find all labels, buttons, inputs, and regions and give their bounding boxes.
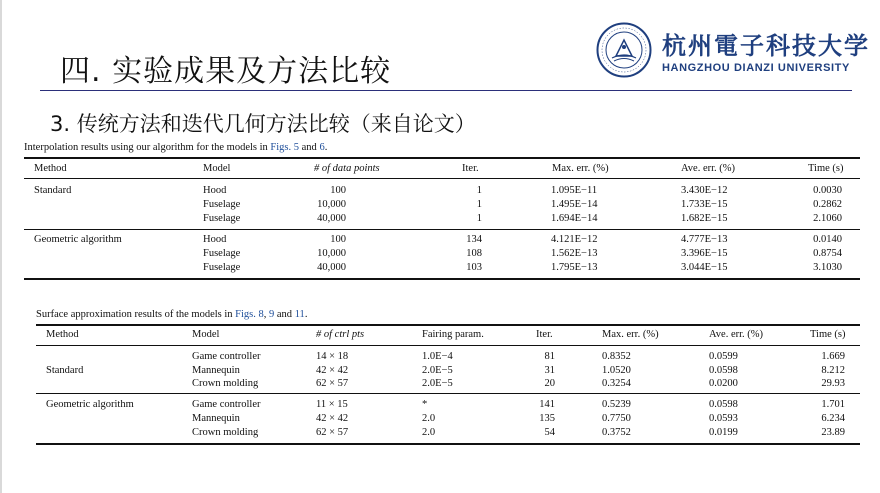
table1-points-cell: 100 <box>330 234 346 245</box>
table2-fairing-cell: 2.0 <box>422 427 436 438</box>
table1-header-method: Method <box>34 163 67 174</box>
table2-ave-err-cell: 0.0593 <box>709 413 738 424</box>
table1-time-cell: 3.1030 <box>813 262 842 273</box>
table1-points-cell: 100 <box>330 185 346 196</box>
table1-group-rule <box>24 229 860 230</box>
table1-max-err-cell: 1.495E−14 <box>551 199 598 210</box>
table2-model-cell: Game controller <box>192 399 261 410</box>
table2-ctrl-cell: 11 × 15 <box>316 399 348 410</box>
table1-time-cell: 0.2862 <box>813 199 842 210</box>
table1-time-cell: 0.0030 <box>813 185 842 196</box>
table2-time-cell: 29.93 <box>821 378 845 389</box>
table1-model-cell: Fuselage <box>203 213 241 224</box>
table1-ave-err-cell: 4.777E−13 <box>681 234 728 245</box>
table2-top-rule <box>36 324 860 326</box>
table2-fairing-cell: 2.0E−5 <box>422 365 453 376</box>
table1-header-points: # of data points <box>314 163 380 174</box>
university-logo <box>596 22 870 82</box>
table2-ctrl-cell: 62 × 57 <box>316 427 349 438</box>
table2-ctrl-cell: 42 × 42 <box>316 365 349 376</box>
table2-max-err-cell: 1.0520 <box>602 365 631 376</box>
table2-group-rule <box>36 393 860 394</box>
table2-iter-cell: 54 <box>544 427 555 438</box>
table1-iter-cell: 1 <box>476 185 482 196</box>
table1-ave-err-cell: 3.430E−12 <box>681 185 728 196</box>
table2-model-cell: Game controller <box>192 351 261 362</box>
table1-header-max-err: Max. err. (%) <box>552 163 609 174</box>
table1-points-cell: 10,000 <box>317 248 346 259</box>
table1-iter-cell: 1 <box>476 213 482 224</box>
table1-max-err-cell: 1.095E−11 <box>551 185 598 196</box>
table1-ave-err-cell: 1.682E−15 <box>681 213 728 224</box>
table2-fairing-cell: 2.0 <box>422 413 436 424</box>
table2-ave-err-cell: 0.0598 <box>709 399 738 410</box>
table2-time-cell: 6.234 <box>821 413 845 424</box>
table2-header-time: Time (s) <box>810 329 846 340</box>
university-seal-icon <box>596 22 652 78</box>
figure-link[interactable]: Figs. 8 <box>235 309 264 320</box>
table1-model-cell: Hood <box>203 185 227 196</box>
table2-header-model: Model <box>192 329 220 340</box>
table1-iter-cell: 103 <box>466 262 482 273</box>
table2-header-ctrl: # of ctrl pts <box>316 329 365 340</box>
table1-caption: Interpolation results using our algorithm for the models in Figs. 5 and 6. <box>24 142 328 153</box>
table1-points-cell: 40,000 <box>317 262 346 273</box>
table1-time-cell: 0.0140 <box>813 234 842 245</box>
table2-bottom-rule <box>36 443 860 445</box>
table2-header-fairing: Fairing param. <box>422 329 484 340</box>
table1-max-err-cell: 1.795E−13 <box>551 262 598 273</box>
table2-max-err-cell: 0.3752 <box>602 427 631 438</box>
university-name-chinese: 杭州電子科技大学 <box>662 31 870 60</box>
header-divider <box>40 90 852 91</box>
table1-model-cell: Fuselage <box>203 199 241 210</box>
table1-model-cell: Fuselage <box>203 262 241 273</box>
table2-ctrl-cell: 14 × 18 <box>316 351 349 362</box>
table2-header-iter: Iter. <box>536 329 553 340</box>
table2-iter-cell: 31 <box>544 365 555 376</box>
table2-iter-cell: 141 <box>539 399 555 410</box>
table2-method-cell: Standard <box>46 365 84 376</box>
slide-subtitle: 3. 传统方法和迭代几何方法比较（来自论文） <box>50 112 476 136</box>
table1-model-cell: Fuselage <box>203 248 241 259</box>
table2-time-cell: 8.212 <box>821 365 845 376</box>
table1-iter-cell: 1 <box>476 199 482 210</box>
table1-max-err-cell: 1.694E−14 <box>551 213 598 224</box>
table1-ave-err-cell: 1.733E−15 <box>681 199 728 210</box>
table2-time-cell: 1.701 <box>821 399 845 410</box>
table1-points-cell: 40,000 <box>317 213 346 224</box>
table2-ave-err-cell: 0.0200 <box>709 378 738 389</box>
figure-link[interactable]: 11 <box>294 309 305 320</box>
table2-fairing-cell: 1.0E−4 <box>422 351 453 362</box>
table1-header-rule <box>24 178 860 179</box>
figure-link[interactable]: 6 <box>319 142 325 153</box>
table1-ave-err-cell: 3.396E−15 <box>681 248 728 259</box>
table1-time-cell: 0.8754 <box>813 248 842 259</box>
table2-ctrl-cell: 62 × 57 <box>316 378 349 389</box>
table1-max-err-cell: 1.562E−13 <box>551 248 598 259</box>
table1-ave-err-cell: 3.044E−15 <box>681 262 728 273</box>
table2-iter-cell: 20 <box>544 378 555 389</box>
table2-fairing-cell: 2.0E−5 <box>422 378 453 389</box>
table2-max-err-cell: 0.8352 <box>602 351 631 362</box>
table2-fairing-cell: * <box>422 399 428 410</box>
table1-points-cell: 10,000 <box>317 199 346 210</box>
table2-time-cell: 1.669 <box>821 351 845 362</box>
table2-time-cell: 23.89 <box>821 427 845 438</box>
table2-max-err-cell: 0.5239 <box>602 399 631 410</box>
table1-method-cell: Geometric algorithm <box>34 234 122 245</box>
table2-max-err-cell: 0.7750 <box>602 413 631 424</box>
table2-method-cell: Geometric algorithm <box>46 399 134 410</box>
table1-time-cell: 2.1060 <box>813 213 842 224</box>
table1-top-rule <box>24 157 860 159</box>
table2-header-method: Method <box>46 329 79 340</box>
table2-model-cell: Crown molding <box>192 378 259 389</box>
table2-ave-err-cell: 0.0598 <box>709 365 738 376</box>
table1-header-model: Model <box>203 163 231 174</box>
table1-header-time: Time (s) <box>808 163 844 174</box>
table2-model-cell: Mannequin <box>192 365 240 376</box>
table2-header-rule <box>36 345 860 346</box>
table2-ave-err-cell: 0.0199 <box>709 427 738 438</box>
university-name-english: HANGZHOU DIANZI UNIVERSITY <box>662 62 850 74</box>
left-edge-rule <box>0 0 2 493</box>
table1-bottom-rule <box>24 278 860 280</box>
table2-ctrl-cell: 42 × 42 <box>316 413 349 424</box>
table2-max-err-cell: 0.3254 <box>602 378 631 389</box>
table2-model-cell: Crown molding <box>192 427 259 438</box>
figure-link[interactable]: Figs. 5 <box>270 142 300 153</box>
table1-model-cell: Hood <box>203 234 227 245</box>
table2-iter-cell: 135 <box>539 413 555 424</box>
table1-header-ave-err: Ave. err. (%) <box>681 163 736 174</box>
table2-header-max-err: Max. err. (%) <box>602 329 659 340</box>
table2-model-cell: Mannequin <box>192 413 240 424</box>
table2-header-ave-err: Ave. err. (%) <box>709 329 764 340</box>
table1-header-iter: Iter. <box>462 163 479 174</box>
table2-ave-err-cell: 0.0599 <box>709 351 738 362</box>
figure-link[interactable]: 9 <box>269 309 275 320</box>
slide-title: 四. 实验成果及方法比较 <box>60 54 392 89</box>
table1-iter-cell: 134 <box>466 234 482 245</box>
table1-max-err-cell: 4.121E−12 <box>551 234 598 245</box>
table1-method-cell: Standard <box>34 185 72 196</box>
table1-iter-cell: 108 <box>466 248 482 259</box>
table2-caption: Surface approximation results of the models in Figs. 8, 9 and 11. <box>36 309 308 320</box>
table2-iter-cell: 81 <box>544 351 555 362</box>
